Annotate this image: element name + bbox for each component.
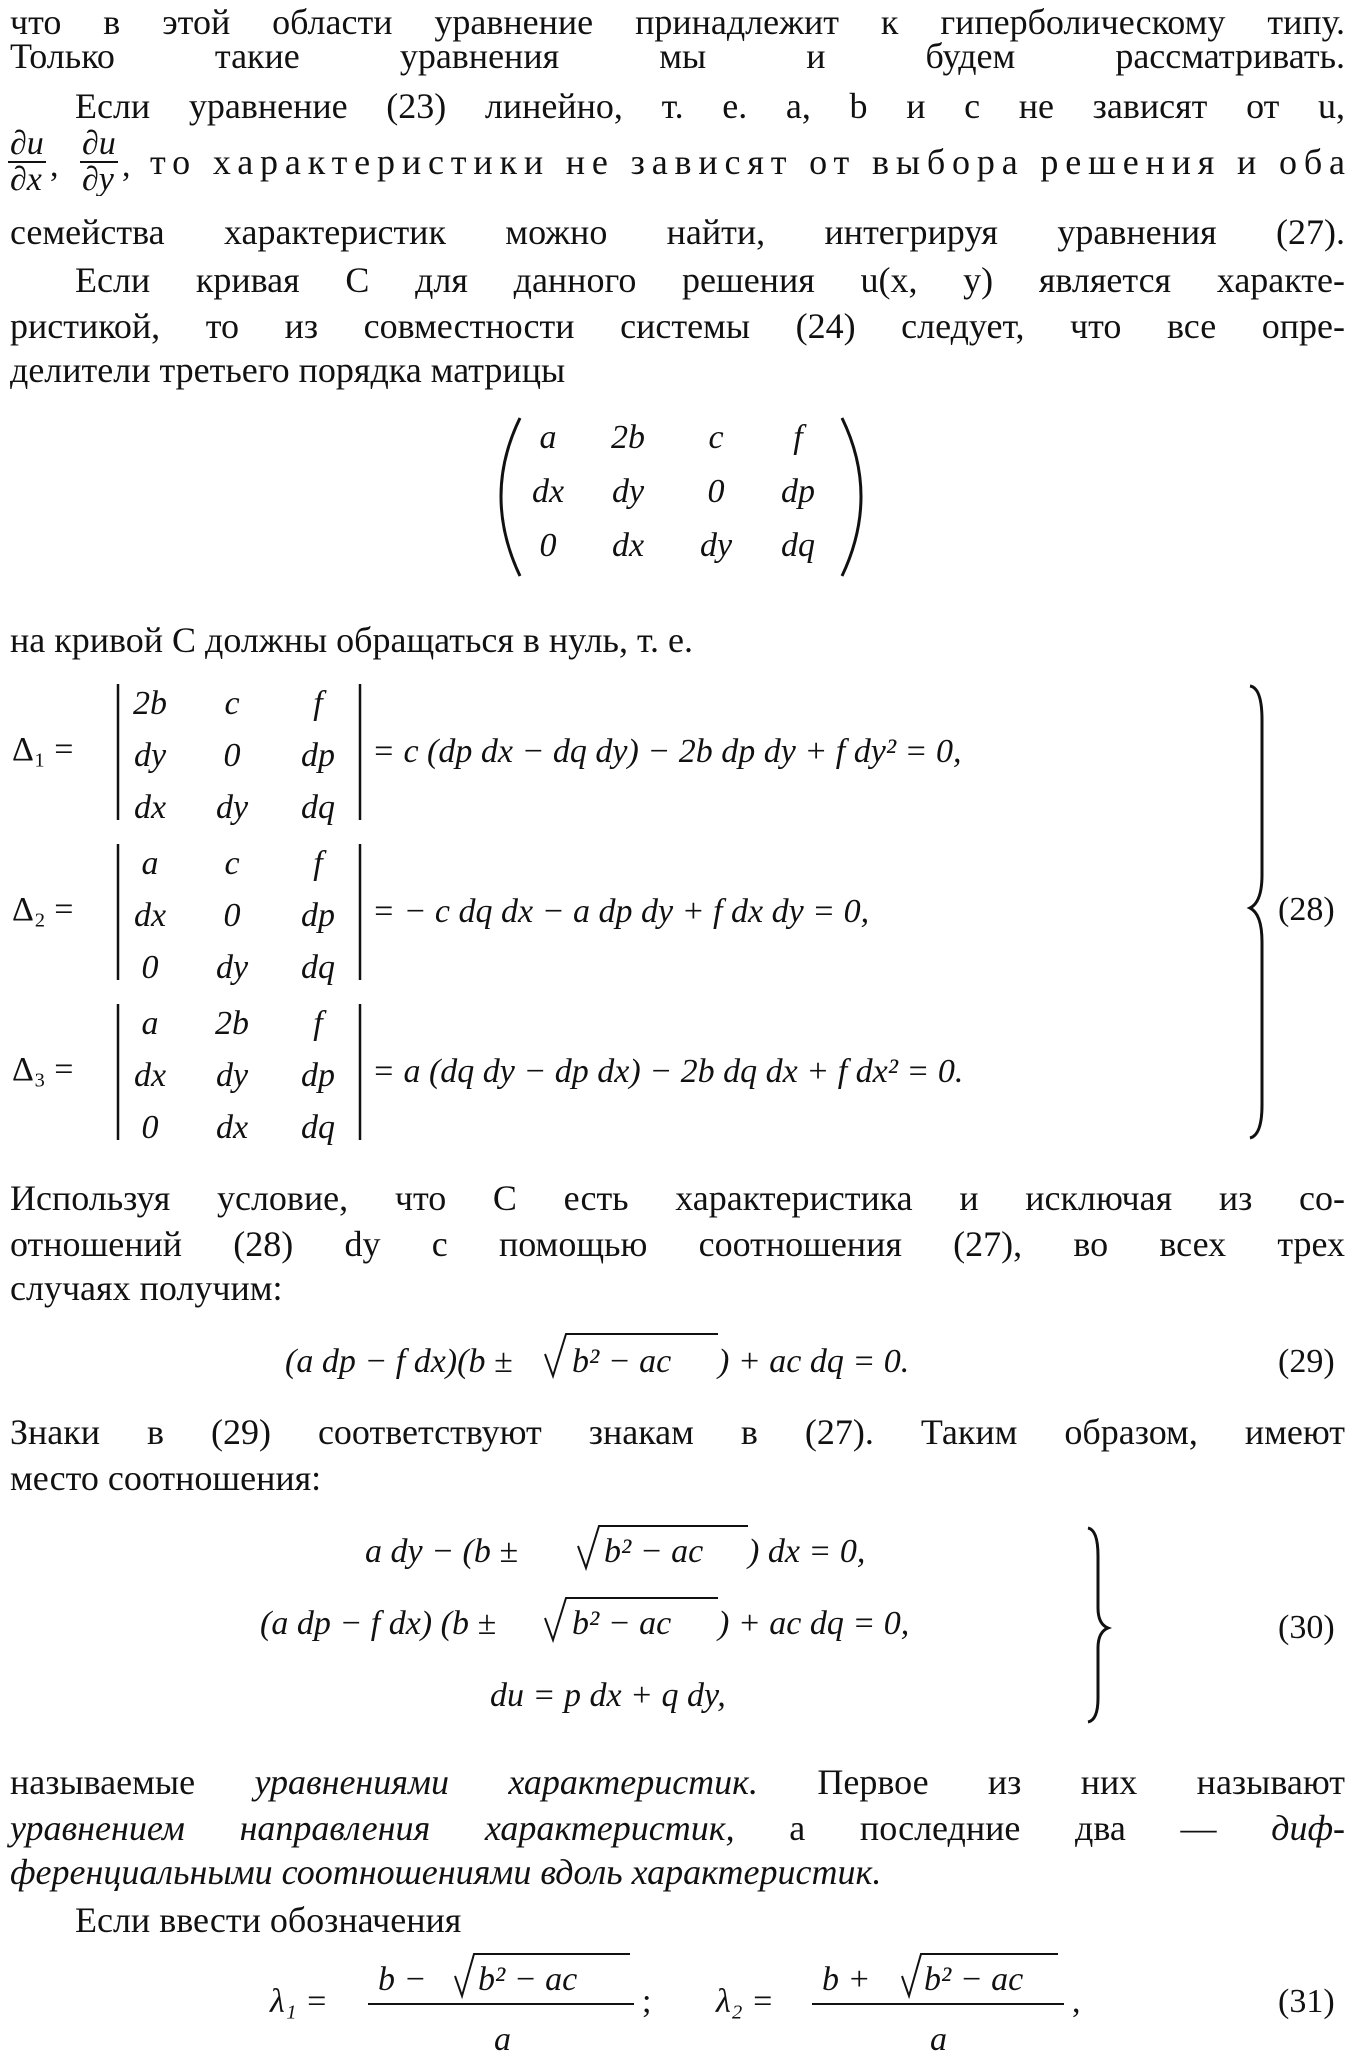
text-line-12: случаях получим:: [10, 1268, 283, 1308]
det-3-lhs: Δ₃ =: [12, 1051, 74, 1088]
matrix-cell-r1-c3: c: [708, 419, 724, 456]
frac2-denominator: ∂y: [82, 161, 114, 196]
matrix-cell-r1-c2: 2b: [611, 419, 645, 456]
eq30-row2-right: ) + ac dq = 0,: [718, 1605, 910, 1642]
det-1-cell-r1-c3: f: [313, 685, 323, 722]
text-line-7: ристикой, то из совместности системы (24) следует, что все опре-: [10, 306, 1345, 346]
equation-30: [0, 1520, 1359, 1730]
text-line-16: [10, 1806, 1345, 1850]
det-1-cell-r1-c1: 2b: [133, 685, 167, 722]
eq31-lambda2-den: a: [930, 2021, 947, 2058]
matrix-cell-r3-c3: dy: [699, 527, 733, 564]
matrix-cell-r3-c2: dx: [611, 527, 645, 564]
brace-28: [1250, 686, 1262, 1138]
det-2-cell-r2-c1: dx: [133, 897, 167, 934]
det-2-cell-r3-c2: dy: [215, 949, 249, 986]
text-line-11: отношений (28) dy с помощью соотношения (27), во всех трех: [10, 1224, 1345, 1264]
text-line-5: семейства характеристик можно найти, интегрируя уравнения (27).: [10, 212, 1345, 252]
eq-number-28: (28): [1278, 891, 1335, 928]
text-line-13: Знаки в (29) соответствуют знакам в (27). Таким образом, имеют: [10, 1412, 1345, 1452]
eq31-lambda2-lhs: λ₂ =: [716, 1983, 774, 2020]
det-2-lhs: Δ₂ =: [12, 891, 74, 928]
matrix-cell-r1-c1: a: [539, 419, 557, 456]
determinant-3: [12, 1004, 963, 1146]
determinant-1: [12, 684, 961, 826]
eq-number-31: (31): [1278, 1983, 1335, 2020]
eq31-lambda1-den: a: [494, 2021, 511, 2058]
eq31-lambda2-num-pre: b +: [822, 1961, 871, 1998]
text-line-16b: а последние два —: [734, 1808, 1272, 1848]
eq31-lambda1-num-pre: b −: [378, 1961, 427, 1998]
term-differential-part1: диф-: [1271, 1808, 1346, 1848]
det-1-rhs: = c (dp dx − dq dy) − 2b dp dy + f dy² = 0,: [372, 733, 962, 770]
equation-28: [0, 680, 1359, 1150]
matrix-cell-r2-c1: dx: [531, 473, 565, 510]
det-2-cell-r3-c1: 0: [141, 949, 159, 986]
determinants: [12, 684, 963, 1146]
det-3-cell-r1-c1: a: [141, 1005, 159, 1042]
det-2-cell-r1-c3: f: [313, 845, 323, 882]
det-1-cell-r1-c2: c: [224, 685, 240, 722]
det-3-cell-r1-c2: 2b: [215, 1005, 249, 1042]
eq31-end: ,: [1072, 1983, 1081, 2020]
eq30-row2-radicand: b² − ac: [572, 1605, 672, 1642]
frac2-numerator: ∂u: [82, 128, 116, 162]
frac1-numerator: ∂u: [10, 128, 44, 162]
text-line-6: Если кривая C для данного решения u(x, y) является характе-: [75, 260, 1345, 300]
eq29-radicand: b² − ac: [572, 1343, 672, 1380]
det-3-cell-r2-c2: dy: [215, 1057, 249, 1094]
brace-30: [1088, 1528, 1108, 1722]
text-line-18: Если ввести обозначения: [75, 1900, 462, 1940]
matrix-cell-r2-c2: dy: [611, 473, 645, 510]
det-2-cell-r2-c3: dp: [301, 897, 335, 934]
text-line-4: [0, 128, 1359, 196]
term-differential-part2: ференциальными соотношениями вдоль характеристик.: [10, 1852, 882, 1892]
eq31-lambda1-radicand: b² − ac: [478, 1961, 578, 1998]
eq30-row3: du = p dx + q dy,: [490, 1677, 726, 1714]
eq29-left: (a dp − f dx)(b ±: [285, 1343, 513, 1380]
text-line-4-rest: то характеристики не зависят от выбора решения и оба: [150, 142, 1346, 182]
det-3-cell-r3-c1: 0: [141, 1109, 159, 1146]
text-line-8: делители третьего порядка матрицы: [10, 350, 566, 390]
matrix-cell-r2-c4: dp: [781, 473, 815, 510]
text-line-1: что в этой области уравнение принадлежит к гиперболическому типу.: [10, 2, 1345, 42]
det-1-cell-r2-c3: dp: [301, 737, 335, 774]
matrix-cells: [532, 419, 815, 564]
eq-number-29: (29): [1278, 1343, 1335, 1380]
eq31-lambda1-lhs: λ₁ =: [270, 1983, 328, 2020]
equation-31: [0, 1946, 1359, 2072]
eq31-lambda2-radicand: b² − ac: [924, 1961, 1024, 1998]
det-1-cell-r3-c2: dy: [215, 789, 249, 826]
text-line-3: Если уравнение (23) линейно, т. е. a, b и c не зависят от u,: [75, 86, 1345, 126]
eq-number-30: (30): [1278, 1609, 1335, 1646]
svg-text:,: ,: [50, 147, 59, 184]
det-3-cell-r2-c3: dp: [301, 1057, 335, 1094]
text-line-14: место соотношения:: [10, 1458, 322, 1498]
det-2-cell-r3-c3: dq: [301, 949, 335, 986]
det-1-cell-r2-c2: 0: [223, 737, 241, 774]
term-characteristic-equations: уравнениями характеристик.: [254, 1762, 759, 1802]
matrix-cell-r3-c1: 0: [539, 527, 557, 564]
text-line-15a: называемые: [10, 1762, 255, 1802]
det-1-cell-r3-c1: dx: [133, 789, 167, 826]
det-2-cell-r1-c2: c: [224, 845, 240, 882]
det-2-cell-r1-c1: a: [141, 845, 159, 882]
term-direction-equation: уравнением направления характеристик,: [10, 1808, 735, 1848]
eq30-row1-left: a dy − (b ±: [365, 1533, 519, 1570]
det-3-cell-r3-c3: dq: [301, 1109, 335, 1146]
text-line-17: [10, 1850, 1345, 1894]
matrix: [0, 410, 1359, 590]
eq29-right: ) + ac dq = 0.: [718, 1343, 910, 1380]
eq30-row1-right: ) dx = 0,: [748, 1533, 866, 1570]
svg-text:,: ,: [122, 147, 131, 184]
text-line-9: на кривой C должны обращаться в нуль, т. е.: [10, 620, 693, 660]
det-2-rhs: = − c dq dx − a dp dy + f dx dy = 0,: [372, 893, 870, 930]
eq30-row1-radicand: b² − ac: [604, 1533, 704, 1570]
det-1-lhs: Δ₁ =: [12, 731, 74, 768]
matrix-right-paren: [842, 418, 861, 576]
eq30-row2-left: (a dp − f dx) (b ±: [260, 1605, 497, 1642]
matrix-cell-r2-c3: 0: [707, 473, 725, 510]
det-1-cell-r2-c1: dy: [133, 737, 167, 774]
eq31-separator: ;: [642, 1983, 652, 2020]
text-line-15c: Первое из них называют: [758, 1762, 1345, 1802]
det-1-cell-r3-c3: dq: [301, 789, 335, 826]
determinant-2: [12, 844, 869, 986]
matrix-cell-r1-c4: f: [793, 419, 803, 456]
det-3-cell-r1-c3: f: [313, 1005, 323, 1042]
text-line-15: [10, 1760, 1345, 1804]
det-3-rhs: = a (dq dy − dp dx) − 2b dq dx + f dx² = 0.: [372, 1053, 964, 1090]
matrix-left-paren: [501, 418, 520, 576]
det-2-cell-r2-c2: 0: [223, 897, 241, 934]
equation-29: [0, 1324, 1359, 1394]
frac1-denominator: ∂x: [10, 161, 42, 196]
text-line-2: Только такие уравнения мы и будем рассматривать.: [10, 36, 1345, 76]
det-3-cell-r3-c2: dx: [215, 1109, 249, 1146]
det-3-cell-r2-c1: dx: [133, 1057, 167, 1094]
text-line-10: Используя условие, что C есть характеристика и исключая из со-: [10, 1178, 1345, 1218]
matrix-cell-r3-c4: dq: [781, 527, 815, 564]
